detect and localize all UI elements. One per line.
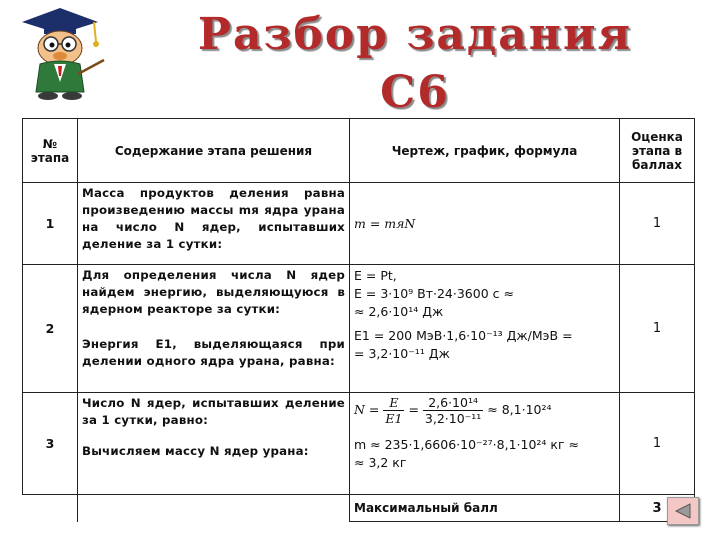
- header-stage: № этапа: [23, 119, 78, 183]
- max-score-label: Максимальный балл: [350, 495, 620, 522]
- stage-content: [78, 393, 350, 495]
- slide-title: Разбор задания: [197, 9, 633, 60]
- max-score-value: 3: [620, 495, 695, 522]
- stage-formula: [350, 183, 620, 265]
- formula-result: ≈ 8,1·10²⁴: [487, 402, 552, 417]
- professor-mascot-image: [14, 4, 106, 102]
- back-button[interactable]: [667, 497, 699, 525]
- triangle-left-icon: [674, 503, 692, 519]
- formula-line: m = mяN: [354, 215, 416, 231]
- table-header-row: [23, 119, 695, 183]
- fraction-numerator: 2,6·10¹⁴: [423, 395, 483, 411]
- stage-score: 1: [620, 265, 695, 393]
- formula-fraction-line: [354, 395, 615, 426]
- formula-line: ≈ 2,6·10¹⁴ Дж: [354, 304, 444, 319]
- stage-score: 1: [620, 393, 695, 495]
- header-drawing: Чертеж, график, формула: [350, 119, 620, 183]
- stage-content: [78, 265, 350, 393]
- formula-line: ≈ 3,2 кг: [354, 455, 407, 470]
- stage-number: 3: [23, 393, 78, 495]
- solution-table: [22, 118, 695, 522]
- stage-score: 1: [620, 183, 695, 265]
- formula-line: = 3,2·10⁻¹¹ Дж: [354, 346, 450, 361]
- formula-lhs: N =: [354, 402, 380, 417]
- stage-content-part: Вычисляем массу N ядер урана:: [82, 444, 309, 458]
- header-score: Оценка этапа в баллах: [620, 119, 695, 183]
- formula-line: E = Pt,: [354, 268, 397, 283]
- formula-line: E = 3·10⁹ Вт·24·3600 с ≈: [354, 286, 514, 301]
- table-row: [23, 183, 695, 265]
- table-footer-row: [23, 495, 695, 522]
- fraction: [423, 395, 483, 426]
- formula-equals: =: [408, 402, 419, 417]
- formula-line: m ≈ 235·1,6606·10⁻²⁷·8,1·10²⁴ кг ≈: [354, 437, 579, 452]
- fraction: [383, 395, 404, 426]
- stage-content-part: Для определения числа N ядер найдем энергию, выделяющуюся в ядерном реакторе за сутки:: [82, 268, 345, 316]
- stage-formula: [350, 393, 620, 495]
- header-content: Содержание этапа решения: [78, 119, 350, 183]
- fraction-numerator: E: [383, 395, 404, 411]
- stage-formula: [350, 265, 620, 393]
- stage-content-part: Число N ядер, испытавших деление за 1 сутки, равно:: [82, 396, 345, 427]
- table-row: [23, 265, 695, 393]
- formula-line: E1 = 200 МэВ·1,6·10⁻¹³ Дж/МэВ =: [354, 328, 573, 343]
- stage-content-part: Энергия E1, выделяющаяся при делении одного ядра урана, равна:: [82, 337, 345, 368]
- slide-subtitle: С6: [380, 67, 450, 118]
- table-row: [23, 393, 695, 495]
- stage-number: 1: [23, 183, 78, 265]
- stage-number: 2: [23, 265, 78, 393]
- stage-content: Масса продуктов деления равна произведению массы mя ядра урана на число N ядер, испытавших деление за 1 сутки:: [78, 183, 350, 265]
- fraction-denominator: E1: [385, 411, 403, 426]
- fraction-denominator: 3,2·10⁻¹¹: [424, 411, 482, 426]
